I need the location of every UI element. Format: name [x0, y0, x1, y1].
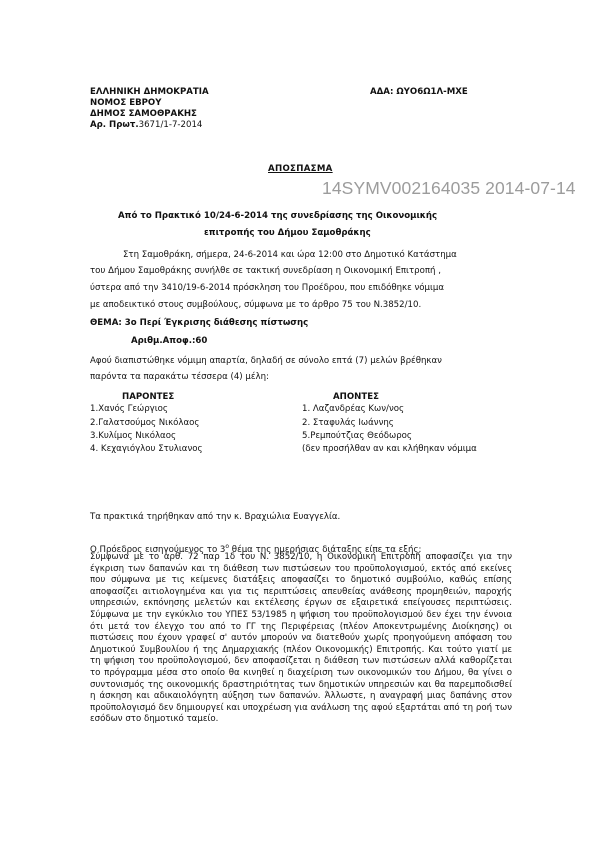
lead-text: Ο Πρόεδρος εισηγούμενος το 3	[90, 544, 226, 555]
intro-line-3: ύστερα από την 3410/19-6-2014 πρόσκληση του Προέδρου, που επιδόθηκε νόμιμα	[90, 283, 445, 293]
ada-code: ΑΔΑ: ΩΥΟ6Ω1Λ-ΜΧΕ	[370, 87, 468, 97]
present-member: 3.Κυλίμος Νικόλαος	[90, 431, 177, 441]
present-member: 2.Γαλατσούμος Νικόλαος	[90, 418, 200, 428]
subtitle-line-1: Από το Πρακτικό 10/24-6-2014 της συνεδρίασης της Οικονομικής	[118, 211, 438, 221]
document-title: ΑΠΟΣΠΑΣΜΑ	[268, 164, 333, 174]
header-republic: ΕΛΛΗΝΙΚΗ ΔΗΜΟΚΡΑΤΙΑ	[90, 87, 209, 97]
absent-member: 2. Σταφυλάς Ιωάννης	[302, 418, 394, 428]
absent-header: ΑΠΟΝΤΕΣ	[333, 392, 379, 402]
protocol-value: 3671/1-7-2014	[138, 120, 203, 130]
absent-member: 5.Ρεμπούτζιας Θεόδωρος	[302, 431, 412, 441]
header-protocol	[90, 120, 202, 131]
intro-line-1: Στη Σαμοθράκη, σήμερα, 24-6-2014 και ώρα 12:00 στο Δημοτικό Κατάστημα	[123, 250, 457, 260]
lead-superscript: ο	[225, 543, 230, 550]
protocol-label: Αρ. Πρωτ.	[90, 120, 139, 130]
body-paragraph: Σύμφωνα με το αρθ. 72 παρ 1δ του Ν. 3852/10, η Οικονομική Επιτροπή αποφασίζει για την έγκριση των δαπανών και τη διάθεση των πιστώσεων του προϋπολογισμού, εκτός από εκείνες που σύμφωνα με τις κείμενες διατάξεις αποφασίζει το δημοτικό συμβούλιο, καθώς επίσης αποφασίζει αιτιολογημένα και για τις περιπτώσεις απευθείας ανάθεσης προμηθειών, παροχής υπηρεσιών, εκπόνησης μελετών και εκτέλεσης έργων σε εξαιρετικά επείγουσες περιπτώσεις. Σύμφωνα με την εγκύκλιο του ΥΠΕΣ 53/1985 η ψήφιση του προϋπολογισμού δεν έχει την έννοια ότι μετά τον έλεγχο του από το ΓΓ της Περιφέρειας (πλέον Αποκεντρωμένης Διοίκησης) οι πιστώσεις που έχουν γραφεί σ' αυτόν μπορούν να διατεθούν χωρίς προηγούμενη απόφαση του Δημοτικού Συμβουλίου ή της Δημαρχιακής (πλέον Οικονομικής) Επιτροπής. Και τούτο γιατί με τη ψήφιση του προϋπολογισμού, δεν αποφασίζεται η διάθεση των πιστώσεων αλλά καθορίζεται το πρόγραμμα μέσα στο οποίο θα κινηθεί η διαχείριση των οικονομικών του Δήμου, θα γίνει ο συντονισμός της οικονομικής δραστηριότητας των δημοτικών υπηρεσιών και θα παρεμποδισθεί η άσκηση και αδικαιολόγητη αύξηση των δαπανών. Άλλωστε, η αναγραφή μιας δαπάνης στον προϋπολογισμό δεν δημιουργεί και υποχρέωση για ανάλωση της αφού εξαρτάται από τη ροή των εσόδων στο δημοτικό ταμείο.	[90, 552, 512, 725]
present-member: 1.Χανός Γεώργιος	[90, 404, 168, 414]
intro-line-4: με αποδεικτικό στους συμβούλους, σύμφωνα με το άρθρο 75 του Ν.3852/10.	[90, 300, 422, 310]
header-municipality: ΔΗΜΟΣ ΣΑΜΟΘΡΑΚΗΣ	[90, 109, 197, 119]
present-member: 4. Κεχαγιόγλου Στυλιανος	[90, 444, 203, 454]
absent-member: 1. Λαζανδρέας Κων/νος	[302, 404, 405, 414]
watermark-id: 14SYMV002164035 2014-07-14	[322, 178, 576, 198]
decision-number: Αριθμ.Αποφ.:60	[131, 336, 208, 346]
quorum-line-1: Αφού διαπιστώθηκε νόμιμη απαρτία, δηλαδή σε σύνολο επτά (7) μελών βρέθηκαν	[90, 356, 442, 366]
subtitle-line-2: επιτροπής του Δήμου Σαμοθράκης	[204, 228, 371, 238]
subject-heading: ΘΕΜΑ: 3ο Περί Έγκρισης διάθεσης πίστωσης	[90, 318, 309, 328]
header-prefecture: ΝΟΜΟΣ ΕΒΡΟΥ	[90, 98, 162, 108]
lead-rest: θέμα της ημερήσιας διάταξης είπε τα εξής:	[229, 544, 422, 555]
absent-member: (δεν προσήλθαν αν και κλήθηκαν νόμιμα	[302, 444, 477, 454]
intro-line-2: του Δήμου Σαμοθράκης συνήλθε σε τακτική συνεδρίαση η Οικονομική Επιτροπή ,	[90, 266, 441, 276]
quorum-line-2: παρόντα τα παρακάτω τέσσερα (4) μέλη:	[90, 372, 269, 382]
minutes-keeper: Τα πρακτικά τηρήθηκαν από την κ. Βραχιώλια Ευαγγελία.	[90, 512, 341, 522]
present-header: ΠΑΡΟΝΤΕΣ	[122, 392, 175, 402]
